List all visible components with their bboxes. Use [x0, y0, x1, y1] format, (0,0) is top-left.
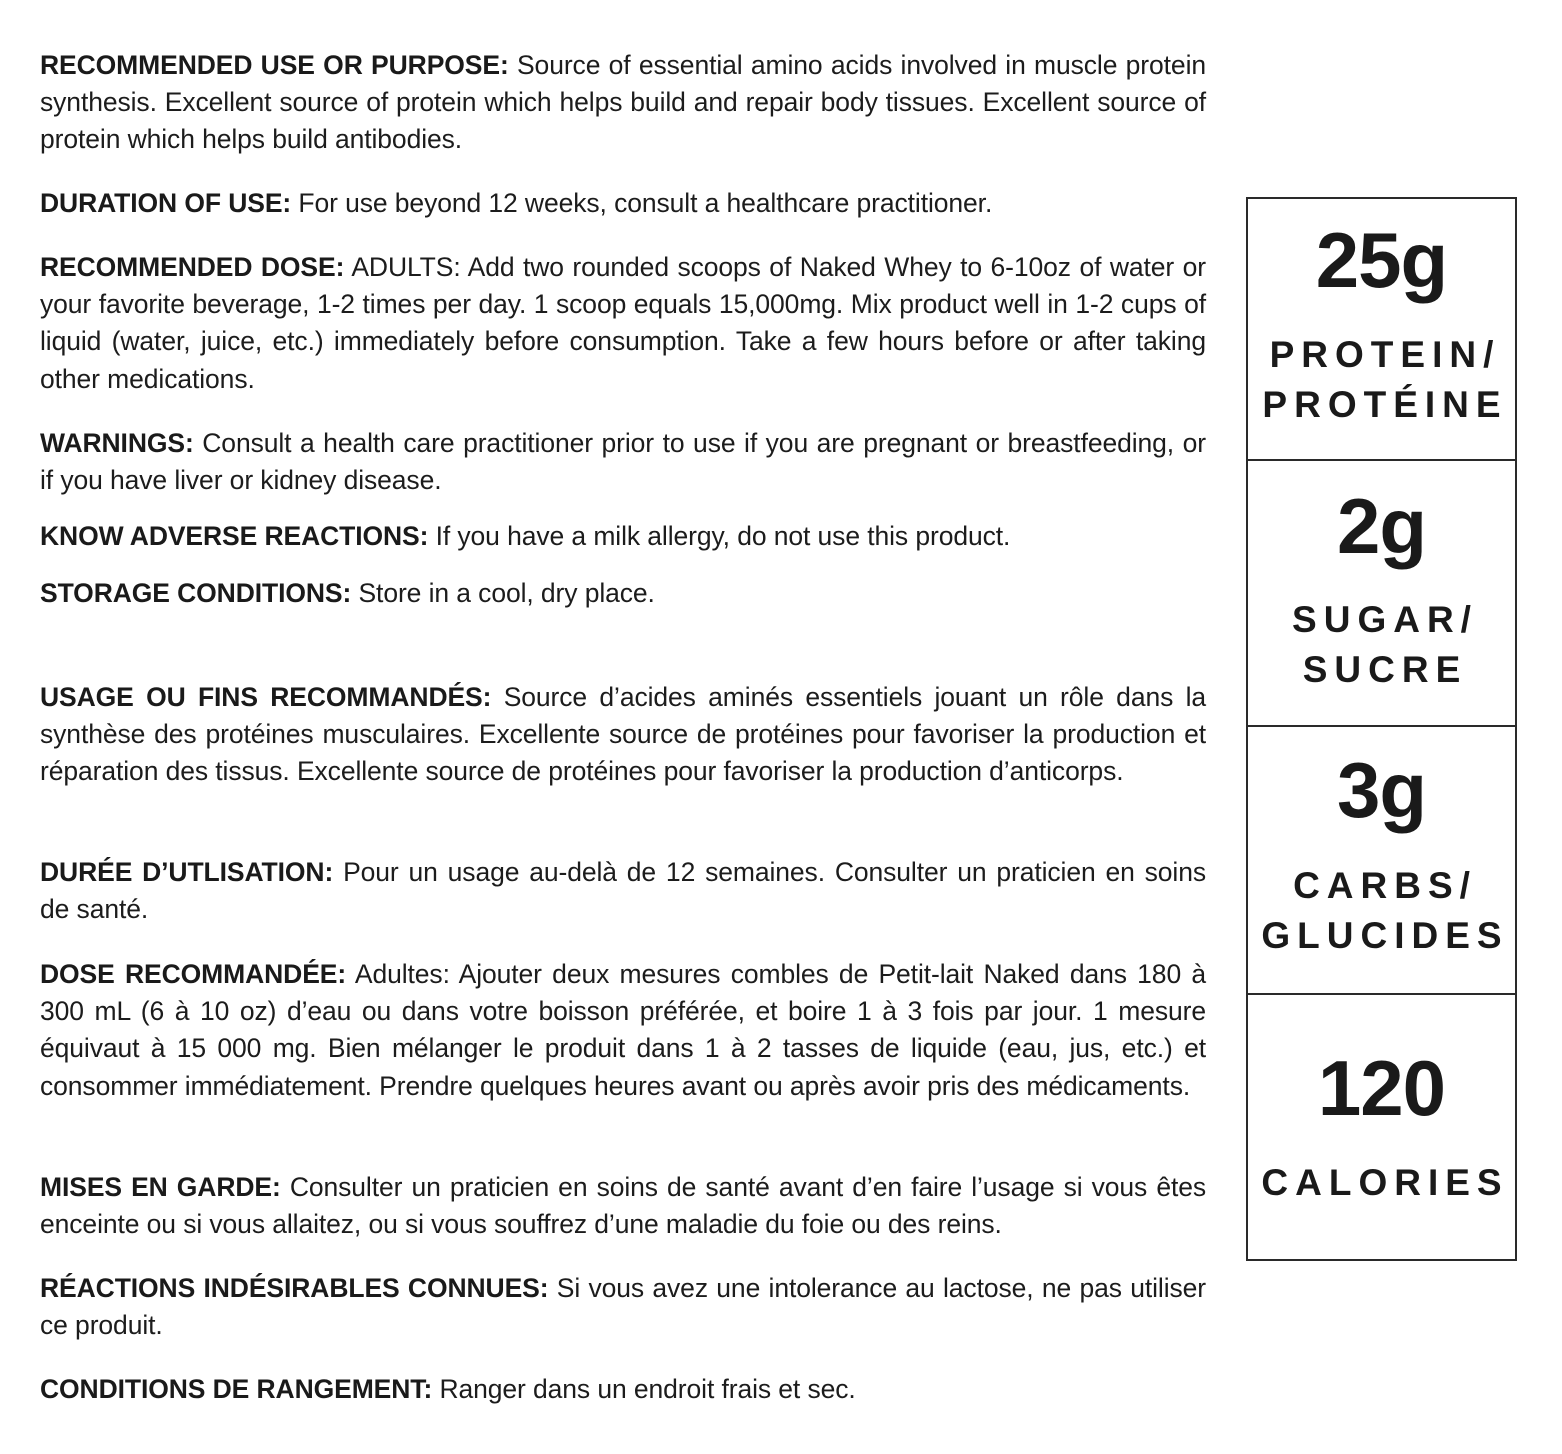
carbs-fact — [1248, 727, 1515, 995]
sugar-fact — [1248, 461, 1515, 727]
adverse-reactions-label: KNOW ADVERSE REACTIONS: — [40, 521, 429, 551]
duree-fr-label: DURÉE D’UTLISATION: — [40, 857, 334, 887]
mises-en-garde-text: Consulter un praticien en soins de santé avant d’en faire l’usage si vous êtes enceinte ou si vous allaitez, ou si vous souffrez d’une maladie du foie ou des reins. — [40, 1172, 1207, 1240]
warnings-text: Consult a health care practitioner prior to use if you are pregnant or breastfeeding, or if you have liver or kidney disease. — [40, 428, 1207, 496]
reactions-fr-label: RÉACTIONS INDÉSIRABLES CONNUES: — [40, 1273, 549, 1303]
recommended-dose-paragraph — [40, 249, 1206, 398]
mises-en-garde-paragraph — [40, 1169, 1206, 1243]
reactions-fr-paragraph — [40, 1270, 1206, 1344]
duration-text: For use beyond 12 weeks, consult a healthcare practitioner. — [298, 188, 993, 218]
rangement-paragraph — [40, 1371, 1206, 1408]
rangement-text: Ranger dans un endroit frais et sec. — [439, 1374, 856, 1404]
duree-fr-paragraph — [40, 854, 1206, 928]
mises-en-garde-label: MISES EN GARDE: — [40, 1172, 281, 1202]
calories-fact — [1248, 995, 1515, 1259]
dose-fr-label: DOSE RECOMMANDÉE: — [40, 959, 347, 989]
recommended-use-paragraph — [40, 47, 1206, 159]
protein-amount: 25g — [1315, 216, 1448, 304]
duration-paragraph — [40, 185, 1206, 222]
dose-fr-text: Adultes: Ajouter deux mesures combles de Petit-lait Naked dans 180 à 300 mL (6 à 10 oz) d’eau ou dans votre boisson préférée, et boire 1 à 3 fois par jour. 1 mesure équivaut à 15 000 mg. Bien mélanger le produit dans 1 à 2 tasses de liquide (eau, jus, etc.) et consommer immédiatement. Prendre quelques heures avant ou après avoir pris des médicaments. — [40, 959, 1206, 1101]
adverse-reactions-text: If you have a milk allergy, do not use this product. — [435, 521, 1011, 551]
carbs-amount: 3g — [1336, 746, 1427, 834]
recommended-use-text: Source of essential amino acids involved in muscle protein synthesis. Excellent source of protein which helps build and repair body tissues. Excellent source of protein which helps build antibodies. — [40, 50, 1206, 155]
dose-fr-paragraph — [40, 956, 1206, 1105]
duree-fr-text: Pour un usage au-delà de 12 semaines. Consulter un praticien en soins de santé. — [40, 857, 1206, 925]
recommended-dose-text: ADULTS: Add two rounded scoops of Naked Whey to 6-10oz of water or your favorite beverage, 1-2 times per day. 1 scoop equals 15,000mg. Mix product well in 1-2 cups of liquid (water, juice, etc.) immediately before consumption. Take a few hours before or after taking other medications. — [40, 252, 1206, 394]
storage-paragraph — [40, 575, 1206, 612]
rangement-label: CONDITIONS DE RANGEMENT: — [40, 1374, 433, 1404]
carbs-name: CARBS/ GLUCIDES — [1261, 865, 1509, 956]
warnings-label: WARNINGS: — [40, 428, 194, 458]
recommended-use-label: RECOMMENDED USE OR PURPOSE: — [40, 50, 509, 80]
usage-fr-paragraph — [40, 679, 1206, 791]
protein-name: PROTEIN/ PROTÉINE — [1262, 334, 1508, 425]
reactions-fr-text: Si vous avez une intolerance au lactose, ne pas utiliser ce produit. — [40, 1273, 1206, 1341]
usage-fr-label: USAGE OU FINS RECOMMANDÉS: — [40, 682, 492, 712]
sugar-name: SUGAR/ SUCRE — [1292, 599, 1478, 690]
recommended-dose-label: RECOMMENDED DOSE: — [40, 252, 345, 282]
warnings-paragraph — [40, 425, 1206, 499]
nutrition-facts-box — [1246, 197, 1517, 1261]
protein-fact — [1248, 199, 1515, 461]
duration-label: DURATION OF USE: — [40, 188, 292, 218]
calories-name: CALORIES — [1261, 1162, 1509, 1203]
storage-label: STORAGE CONDITIONS: — [40, 578, 352, 608]
adverse-reactions-paragraph — [40, 518, 1206, 555]
calories-amount: 120 — [1317, 1044, 1446, 1132]
usage-fr-text: Source d’acides aminés essentiels jouant un rôle dans la synthèse des protéines musculaires. Excellente source de protéines pour favoriser la production et réparation des tissus. Excellente source de protéines pour favoriser la production d’anticorps. — [40, 682, 1207, 787]
sugar-amount: 2g — [1336, 482, 1427, 570]
storage-text: Store in a cool, dry place. — [358, 578, 655, 608]
